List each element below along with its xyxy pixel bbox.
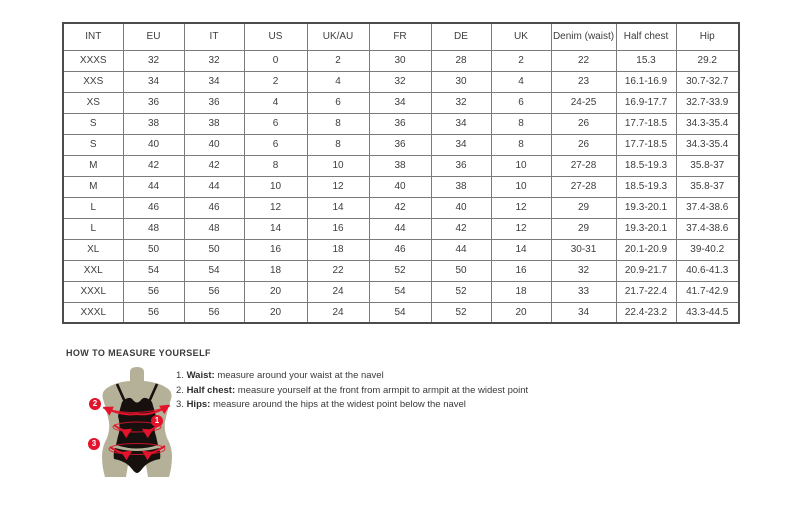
size-cell: 24-25 (551, 92, 616, 113)
size-cell: 38 (184, 113, 244, 134)
size-cell: 36 (431, 155, 491, 176)
size-cell: 8 (307, 113, 369, 134)
size-cell: 34 (123, 71, 184, 92)
size-cell: S (63, 134, 123, 155)
size-table (62, 22, 740, 324)
table-header-row (63, 23, 739, 50)
size-cell: 21.7-22.4 (616, 281, 676, 302)
size-cell: 14 (491, 239, 551, 260)
size-cell: 22.4-23.2 (616, 302, 676, 323)
size-cell: 18 (307, 239, 369, 260)
size-cell: 6 (491, 92, 551, 113)
size-cell: 52 (369, 260, 431, 281)
size-cell: 10 (491, 155, 551, 176)
column-header: FR (369, 23, 431, 50)
column-header: INT (63, 23, 123, 50)
size-cell: 27-28 (551, 155, 616, 176)
size-cell: 18.5-19.3 (616, 176, 676, 197)
size-cell: 38 (123, 113, 184, 134)
instruction-number: 2. (176, 384, 187, 396)
size-cell: 18.5-19.3 (616, 155, 676, 176)
table-row (63, 113, 739, 134)
measure-instructions (176, 369, 528, 413)
size-cell: 6 (244, 134, 307, 155)
size-cell: 34 (369, 92, 431, 113)
size-cell: 17.7-18.5 (616, 113, 676, 134)
size-cell: 39-40.2 (676, 239, 739, 260)
size-cell: 44 (123, 176, 184, 197)
size-cell: 40 (369, 176, 431, 197)
size-cell: 12 (244, 197, 307, 218)
size-cell: 20.9-21.7 (616, 260, 676, 281)
size-cell: XL (63, 239, 123, 260)
size-cell: 29 (551, 197, 616, 218)
size-cell: 2 (307, 50, 369, 71)
size-cell: L (63, 218, 123, 239)
size-cell: 6 (307, 92, 369, 113)
size-cell: S (63, 113, 123, 134)
size-cell: 29.2 (676, 50, 739, 71)
instruction-text: measure around the hips at the widest point below the navel (210, 399, 466, 411)
size-cell: XS (63, 92, 123, 113)
size-cell: 50 (184, 239, 244, 260)
size-cell: 35.8-37 (676, 176, 739, 197)
table-row (63, 155, 739, 176)
size-cell: 19.3-20.1 (616, 218, 676, 239)
size-cell: 33 (551, 281, 616, 302)
table-body (63, 50, 739, 323)
size-cell: 34 (551, 302, 616, 323)
size-cell: 54 (184, 260, 244, 281)
size-cell: 10 (491, 176, 551, 197)
size-cell: 22 (307, 260, 369, 281)
instruction-text: measure around your waist at the navel (214, 370, 384, 381)
size-cell: 54 (369, 302, 431, 323)
size-cell: 8 (244, 155, 307, 176)
measurement-diagram (80, 366, 190, 486)
size-cell: 14 (244, 218, 307, 239)
size-cell: 56 (184, 281, 244, 302)
size-cell: 23 (551, 71, 616, 92)
size-cell: 32 (184, 50, 244, 71)
size-cell: 42 (369, 197, 431, 218)
size-cell: 35.8-37 (676, 155, 739, 176)
size-cell: 42 (184, 155, 244, 176)
instruction-hips (176, 398, 528, 413)
marker-2-chest: 2 (89, 398, 101, 410)
size-cell: 20 (491, 302, 551, 323)
size-cell: 40 (431, 197, 491, 218)
size-cell: 48 (123, 218, 184, 239)
instruction-label: Waist: (186, 370, 215, 381)
column-header: US (244, 23, 307, 50)
size-cell: 40 (184, 134, 244, 155)
size-cell: 16 (491, 260, 551, 281)
size-cell: 44 (184, 176, 244, 197)
instruction-half-chest (176, 384, 528, 399)
size-cell: 32 (551, 260, 616, 281)
column-header: Denim (waist) (551, 23, 616, 50)
size-cell: XXXL (63, 281, 123, 302)
size-cell: 44 (369, 218, 431, 239)
table-row (63, 134, 739, 155)
size-cell: 4 (307, 71, 369, 92)
size-cell: 36 (123, 92, 184, 113)
size-cell: 41.7-42.9 (676, 281, 739, 302)
size-cell: 32 (431, 92, 491, 113)
size-cell: 30.7-32.7 (676, 71, 739, 92)
size-cell: 26 (551, 134, 616, 155)
table-row (63, 281, 739, 302)
table-row (63, 260, 739, 281)
table-row (63, 197, 739, 218)
size-cell: 16 (244, 239, 307, 260)
table-row (63, 92, 739, 113)
size-cell: 54 (123, 260, 184, 281)
size-cell: 19.3-20.1 (616, 197, 676, 218)
size-cell: 24 (307, 281, 369, 302)
size-cell: 30-31 (551, 239, 616, 260)
column-header: EU (123, 23, 184, 50)
size-cell: 38 (369, 155, 431, 176)
instruction-label: Half chest: (186, 384, 236, 396)
size-cell: 34 (431, 113, 491, 134)
size-cell: 27-28 (551, 176, 616, 197)
column-header: DE (431, 23, 491, 50)
size-cell: 6 (244, 113, 307, 134)
size-cell: 16.9-17.7 (616, 92, 676, 113)
marker-3-hips: 3 (88, 438, 100, 450)
size-cell: 2 (491, 50, 551, 71)
size-cell: 46 (123, 197, 184, 218)
size-cell: L (63, 197, 123, 218)
table-row (63, 239, 739, 260)
size-cell: 18 (491, 281, 551, 302)
size-cell: 37.4-38.6 (676, 197, 739, 218)
size-cell: 46 (184, 197, 244, 218)
size-cell: XXXS (63, 50, 123, 71)
size-cell: 17.7-18.5 (616, 134, 676, 155)
instruction-waist (176, 369, 528, 384)
size-cell: 26 (551, 113, 616, 134)
size-cell: 29 (551, 218, 616, 239)
instruction-label: Hips: (186, 399, 211, 411)
size-cell: 43.3-44.5 (676, 302, 739, 323)
instruction-number: 1. (176, 370, 187, 381)
size-cell: 42 (431, 218, 491, 239)
table-row (63, 71, 739, 92)
size-cell: 52 (431, 302, 491, 323)
size-cell: 48 (184, 218, 244, 239)
size-cell: 10 (307, 155, 369, 176)
size-cell: XXS (63, 71, 123, 92)
column-header: UK (491, 23, 551, 50)
size-cell: 8 (491, 113, 551, 134)
size-cell: 34 (431, 134, 491, 155)
size-cell: 10 (244, 176, 307, 197)
size-cell: XXXL (63, 302, 123, 323)
size-cell: 56 (123, 281, 184, 302)
marker-1-waist: 1 (151, 415, 163, 427)
size-cell: 22 (551, 50, 616, 71)
size-cell: 56 (184, 302, 244, 323)
size-cell: 14 (307, 197, 369, 218)
table-row (63, 218, 739, 239)
size-cell: 54 (369, 281, 431, 302)
size-cell: 15.3 (616, 50, 676, 71)
size-cell: 56 (123, 302, 184, 323)
size-cell: 24 (307, 302, 369, 323)
size-cell: 36 (184, 92, 244, 113)
table-row (63, 176, 739, 197)
table-row (63, 50, 739, 71)
size-cell: 20.1-20.9 (616, 239, 676, 260)
size-cell: M (63, 155, 123, 176)
size-cell: XXL (63, 260, 123, 281)
size-cell: 50 (123, 239, 184, 260)
size-cell: 36 (369, 134, 431, 155)
size-cell: 50 (431, 260, 491, 281)
column-header: IT (184, 23, 244, 50)
column-header: UK/AU (307, 23, 369, 50)
size-cell: 37.4-38.6 (676, 218, 739, 239)
size-cell: 34.3-35.4 (676, 134, 739, 155)
mannequin-figure-icon (80, 366, 190, 486)
size-cell: 32 (123, 50, 184, 71)
size-cell: 46 (369, 239, 431, 260)
measure-section-title: HOW TO MEASURE YOURSELF (66, 348, 211, 358)
size-cell: 28 (431, 50, 491, 71)
size-cell: 8 (491, 134, 551, 155)
size-cell: 20 (244, 302, 307, 323)
size-cell: 16.1-16.9 (616, 71, 676, 92)
size-cell: 52 (431, 281, 491, 302)
size-cell: 32.7-33.9 (676, 92, 739, 113)
size-cell: 12 (491, 197, 551, 218)
instruction-number: 3. (176, 399, 187, 411)
column-header: Hip (676, 23, 739, 50)
size-cell: M (63, 176, 123, 197)
size-cell: 30 (431, 71, 491, 92)
size-cell: 34.3-35.4 (676, 113, 739, 134)
size-cell: 42 (123, 155, 184, 176)
size-cell: 12 (307, 176, 369, 197)
size-cell: 36 (369, 113, 431, 134)
size-cell: 2 (244, 71, 307, 92)
size-cell: 12 (491, 218, 551, 239)
size-cell: 20 (244, 281, 307, 302)
size-cell: 32 (369, 71, 431, 92)
size-cell: 34 (184, 71, 244, 92)
size-cell: 44 (431, 239, 491, 260)
size-cell: 16 (307, 218, 369, 239)
size-cell: 38 (431, 176, 491, 197)
size-cell: 4 (491, 71, 551, 92)
table-row (63, 302, 739, 323)
size-cell: 30 (369, 50, 431, 71)
size-cell: 18 (244, 260, 307, 281)
size-cell: 8 (307, 134, 369, 155)
column-header: Half chest (616, 23, 676, 50)
size-cell: 0 (244, 50, 307, 71)
size-cell: 4 (244, 92, 307, 113)
size-cell: 40.6-41.3 (676, 260, 739, 281)
size-cell: 40 (123, 134, 184, 155)
instruction-text: measure yourself at the front from armpit to armpit at the widest point (235, 384, 529, 396)
